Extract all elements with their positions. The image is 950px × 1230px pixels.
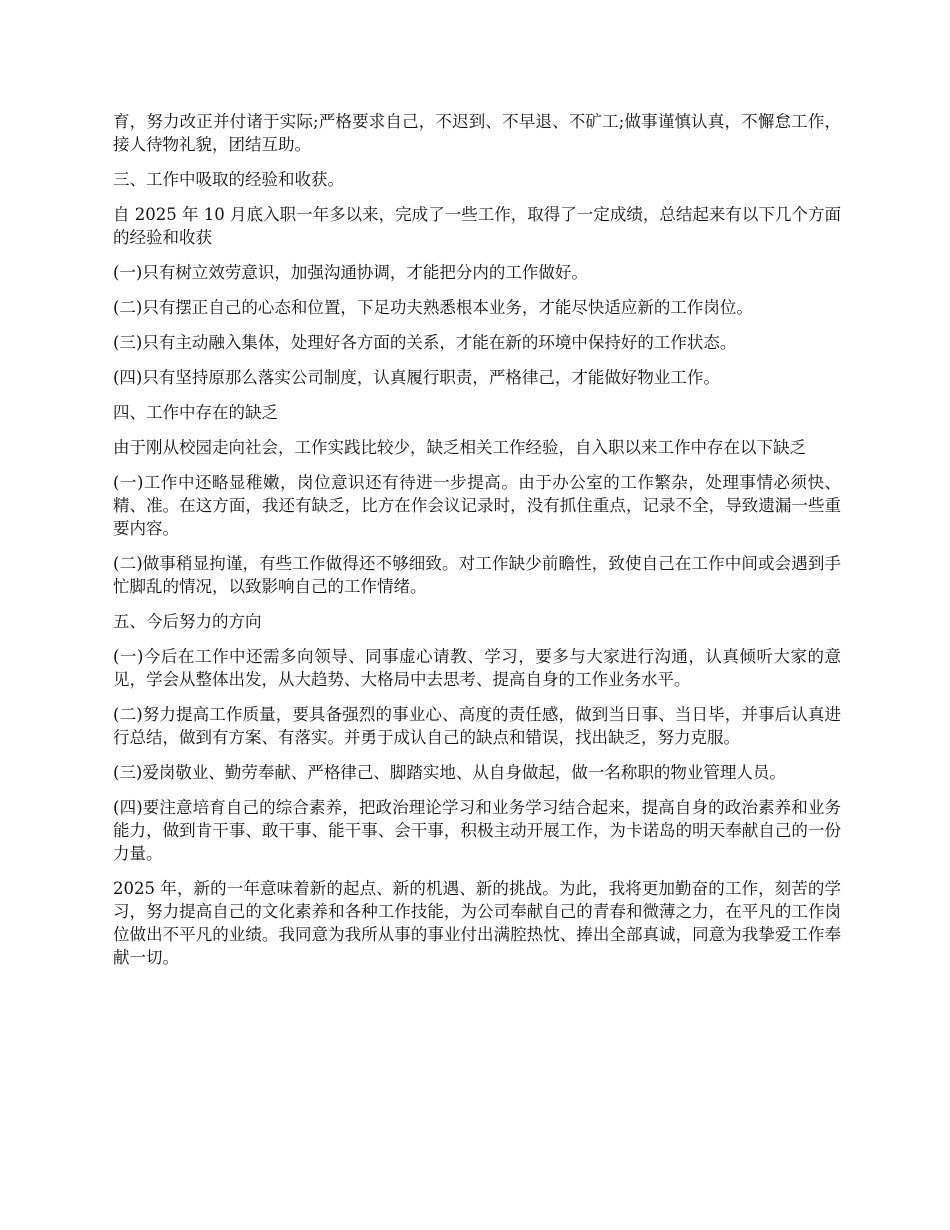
list-item-future-3: (三)爱岗敬业、勤劳奉献、严格律己、脚踏实地、从自身做起，做一名称职的物业管理人员。: [113, 763, 786, 782]
list-item-shortcoming-2: (二)做事稍显拘谨，有些工作做得还不够细致。对工作缺少前瞻性，致使自己在工作中间或会遇到手忙脚乱的情况，以致影响自己的工作情绪。: [113, 554, 841, 596]
document-body: [113, 110, 841, 981]
paragraph-continuation: 育，努力改正并付诸于实际;严格要求自己，不迟到、不早退、不矿工;做事谨慎认真，不懈怠工作，接人待物礼貌，团结互助。: [113, 112, 841, 154]
list-item-experience-4: (四)只有坚持原那么落实公司制度，认真履行职责，严格律己，才能做好物业工作。: [113, 368, 720, 387]
list-item-future-1: (一)今后在工作中还需多向领导、同事虚心请教、学习，要多与大家进行沟通，认真倾听大家的意见，学会从整体出发，从大趋势、大格局中去思考、提高自身的工作业务水平。: [113, 647, 841, 689]
section-heading-shortcomings: 四、工作中存在的缺乏: [113, 403, 278, 422]
section-heading-experience: 三、工作中吸取的经验和收获。: [113, 170, 344, 189]
list-item-future-4: (四)要注意培育自己的综合素养，把政治理论学习和业务学习结合起来，提高自身的政治素养和业务能力，做到肯干事、敢干事、能干事、会干事，积极主动开展工作，为卡诺岛的明天奉献自己的一份力量。: [113, 798, 841, 863]
section-heading-future: 五、今后努力的方向: [113, 612, 262, 631]
list-item-experience-2: (二)只有摆正自己的心态和位置，下足功夫熟悉根本业务，才能尽快适应新的工作岗位。: [113, 298, 753, 317]
list-item-experience-3: (三)只有主动融入集体，处理好各方面的关系，才能在新的环境中保持好的工作状态。: [113, 333, 737, 352]
paragraph-closing: 2025 年，新的一年意味着新的起点、新的机遇、新的挑战。为此，我将更加勤奋的工作，刻苦的学习，努力提高自己的文化素养和各种工作技能，为公司奉献自己的青春和微薄之力，在平凡的工作岗位做出不平凡的业绩。我同意为我所从事的事业付出满腔热忱、捧出全部真诚，同意为我挚爱工作奉献一切。: [113, 879, 841, 967]
list-item-experience-1: (一)只有树立效劳意识，加强沟通协调，才能把分内的工作做好。: [113, 263, 588, 282]
list-item-shortcoming-1: (一)工作中还略显稚嫩，岗位意识还有待进一步提高。由于办公室的工作繁杂，处理事情必须快、精、准。在这方面，我还有缺乏，比方在作会议记录时，没有抓住重点，记录不全，导致遗漏一些重要内容。: [113, 473, 841, 538]
paragraph-shortcomings-intro: 由于刚从校园走向社会，工作实践比较少，缺乏相关工作经验，自入职以来工作中存在以下缺乏: [113, 438, 806, 457]
list-item-future-2: (二)努力提高工作质量，要具备强烈的事业心、高度的责任感，做到当日事、当日毕，并事后认真进行总结，做到有方案、有落实。并勇于成认自己的缺点和错误，找出缺乏，努力克服。: [113, 705, 841, 747]
paragraph-experience-intro: 自 2025 年 10 月底入职一年多以来，完成了一些工作，取得了一定成绩，总结起来有以下几个方面的经验和收获: [113, 205, 841, 247]
